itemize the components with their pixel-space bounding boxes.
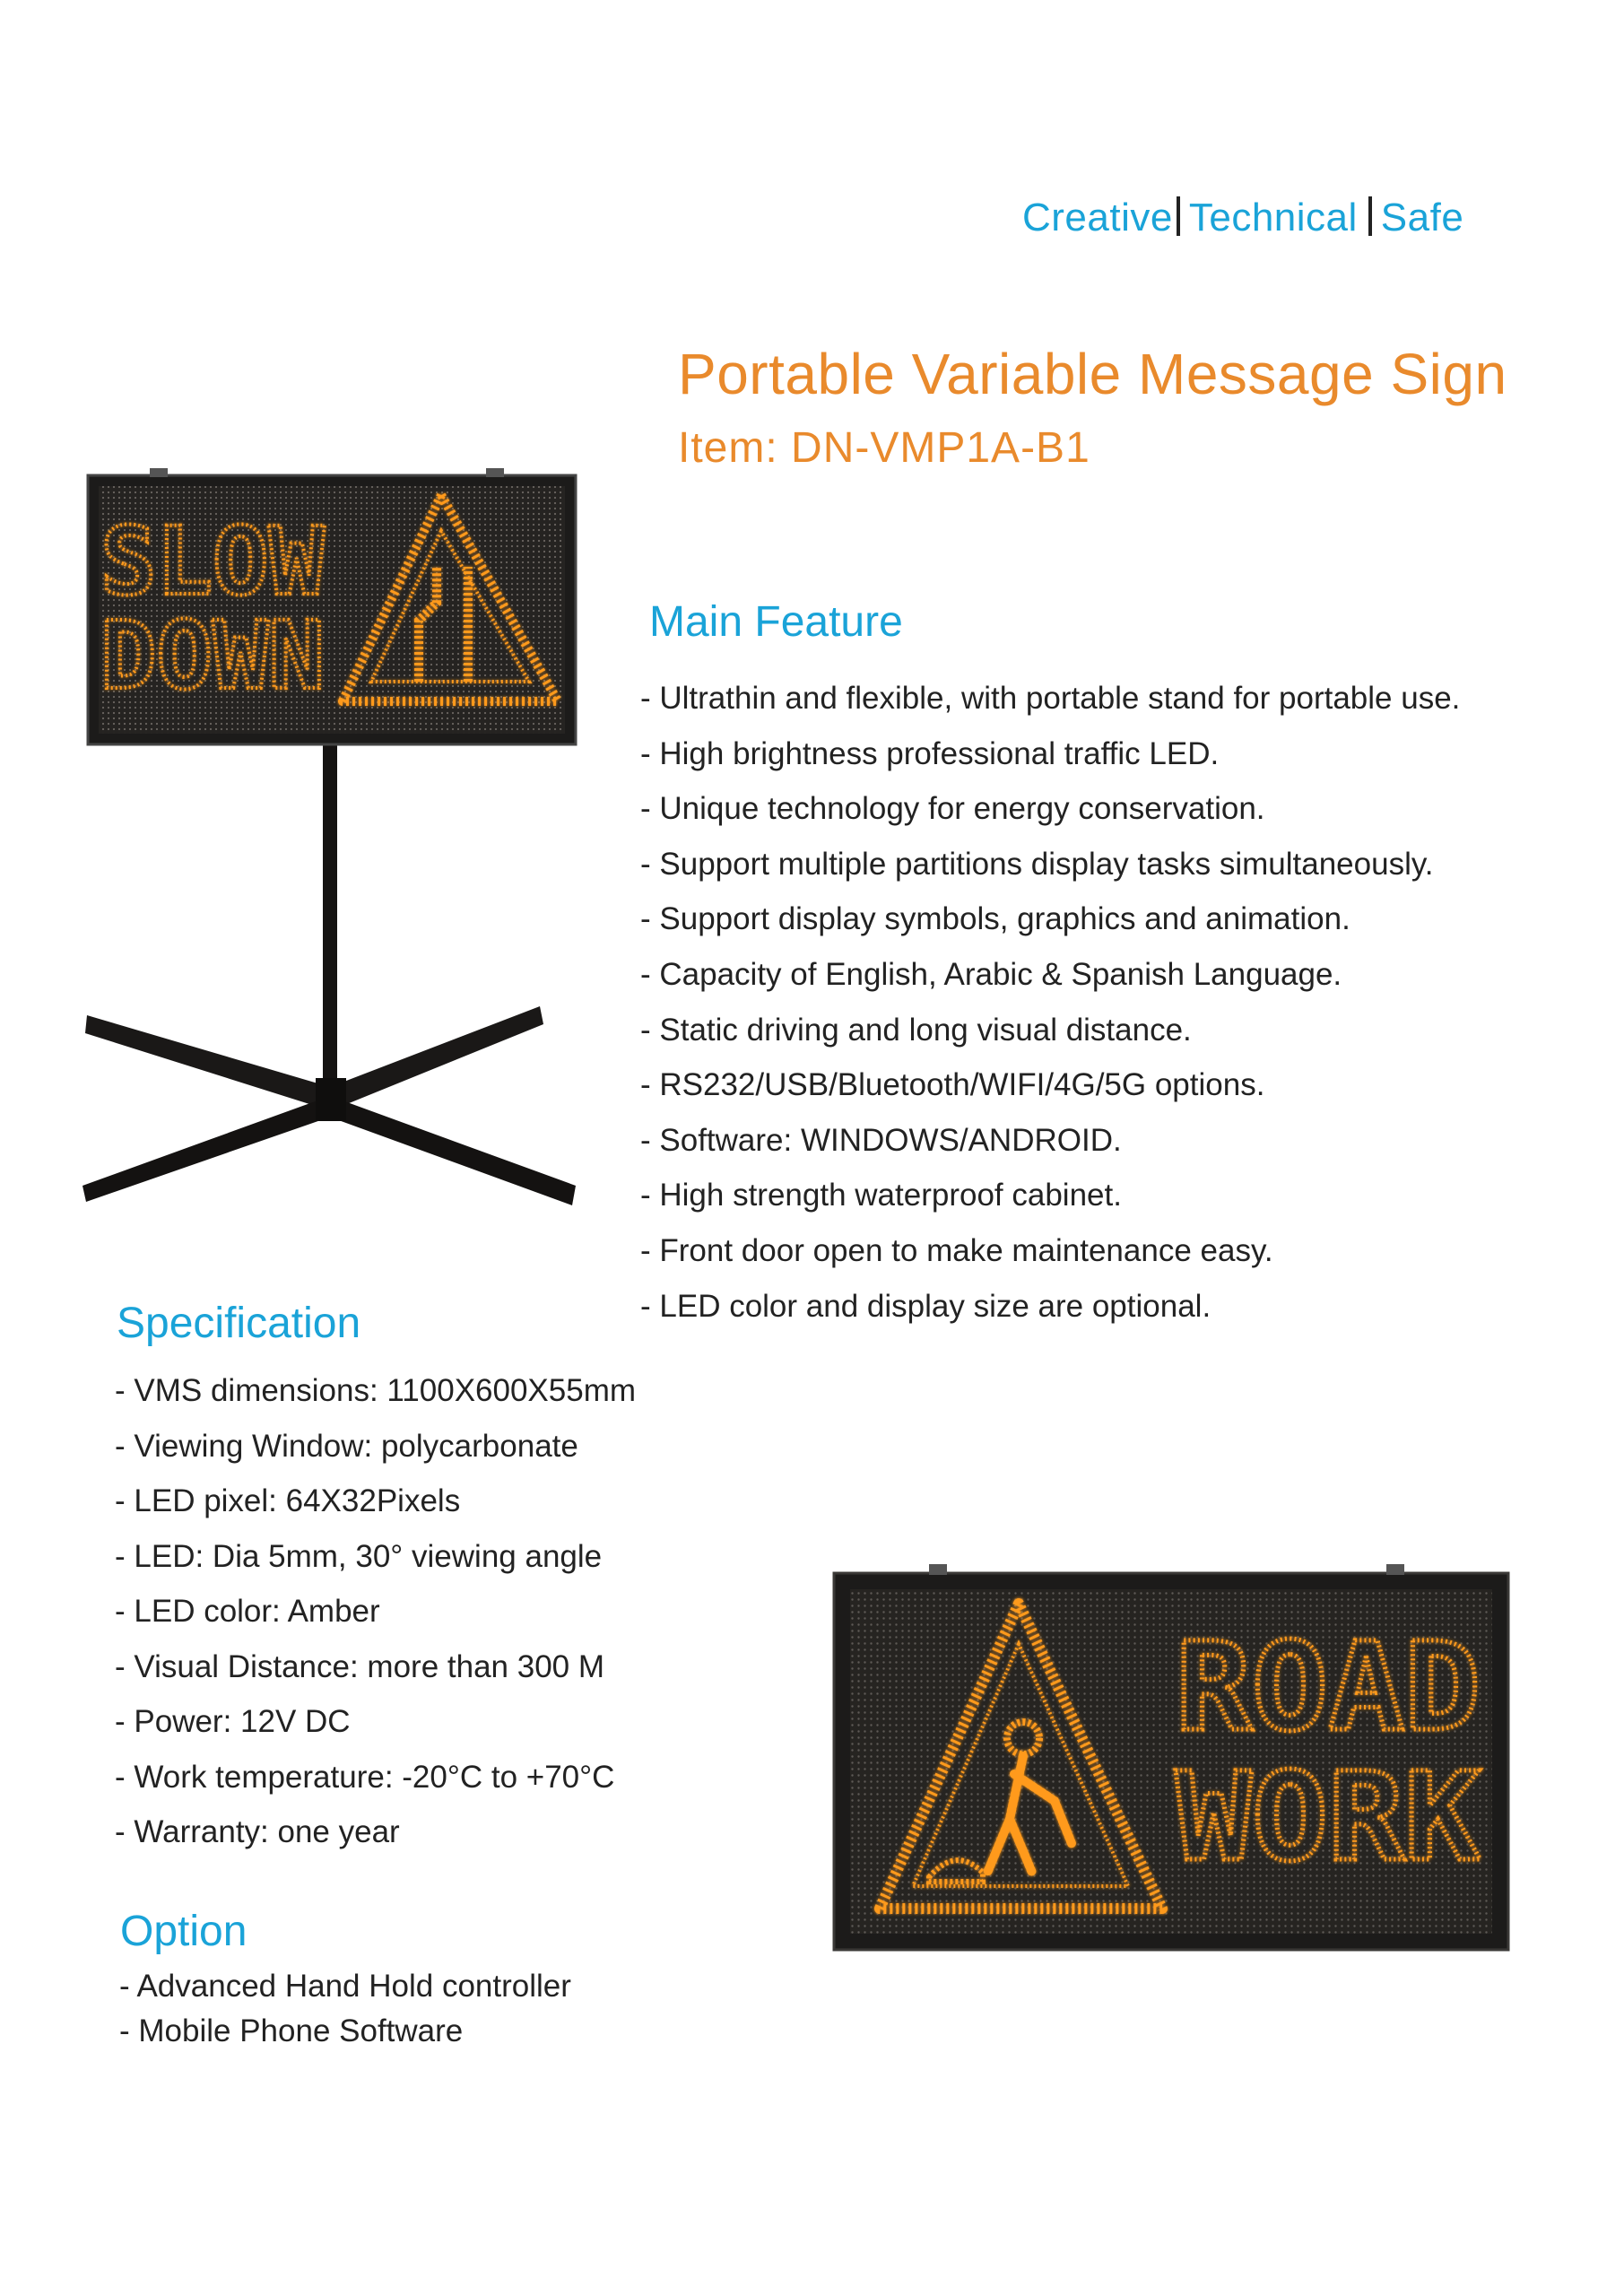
tagline-divider: [1368, 196, 1372, 236]
feature-item: - High strength waterproof cabinet.: [640, 1178, 1122, 1213]
feature-item: - LED color and display size are optional.: [640, 1288, 1211, 1324]
sign-text-work: WORK: [1176, 1747, 1481, 1889]
spec-item: - LED pixel: 64X32Pixels: [115, 1483, 461, 1518]
feature-item: - Support multiple partitions display tasks simultaneously.: [640, 846, 1434, 882]
option-heading: Option: [120, 1908, 248, 1955]
spec-item: - LED: Dia 5mm, 30° viewing angle: [115, 1538, 603, 1574]
spec-item: - VMS dimensions: 1100X600X55mm: [115, 1373, 637, 1408]
feature-item: - Support display symbols, graphics and animation.: [640, 901, 1350, 937]
sign-text-road: ROAD: [1176, 1617, 1481, 1759]
tagline-divider: [1177, 196, 1180, 236]
spec-item: - Viewing Window: polycarbonate: [115, 1428, 578, 1464]
spec-item: - Warranty: one year: [115, 1814, 400, 1849]
tagline: [1022, 196, 1524, 240]
tagline-creative: Creative: [1022, 196, 1173, 239]
page-title: Portable Variable Message Sign: [678, 342, 1507, 406]
option-item: - Mobile Phone Software: [119, 2013, 464, 2048]
spec-item: - LED color: Amber: [115, 1594, 380, 1629]
option-item: - Advanced Hand Hold controller: [119, 1969, 571, 2004]
tagline-technical: Technical: [1188, 196, 1358, 239]
specification-list: [115, 1369, 636, 1866]
feature-item: - Static driving and long visual distance.: [640, 1012, 1192, 1048]
spec-item: - Work temperature: -20°C to +70°C: [115, 1759, 615, 1795]
item-code: Item: DN-VMP1A-B1: [678, 424, 1090, 472]
portable-sign-on-stand-image: [74, 468, 590, 1222]
sign-text-slow: SLOW: [100, 507, 326, 616]
road-work-sign-image: [830, 1559, 1512, 1953]
feature-item: - Capacity of English, Arabic & Spanish Language.: [640, 956, 1342, 992]
feature-item: - Ultrathin and flexible, with portable stand for portable use.: [640, 681, 1461, 716]
feature-item: - RS232/USB/Bluetooth/WIFI/4G/5G options.: [640, 1067, 1265, 1103]
feature-item: - Unique technology for energy conservation.: [640, 791, 1265, 827]
spec-item: - Visual Distance: more than 300 M: [115, 1648, 605, 1684]
feature-item: - Front door open to make maintenance easy.: [640, 1232, 1273, 1268]
feature-item: - Software: WINDOWS/ANDROID.: [640, 1122, 1122, 1158]
main-feature-heading: Main Feature: [649, 598, 903, 646]
specification-heading: Specification: [117, 1300, 361, 1347]
feature-item: - High brightness professional traffic LED.: [640, 735, 1220, 771]
sign-text-down: DOWN: [100, 601, 325, 710]
spec-item: - Power: 12V DC: [115, 1704, 351, 1739]
tagline-safe: Safe: [1380, 196, 1464, 239]
main-feature-list: [640, 676, 1460, 1339]
option-list: [119, 1964, 571, 2054]
